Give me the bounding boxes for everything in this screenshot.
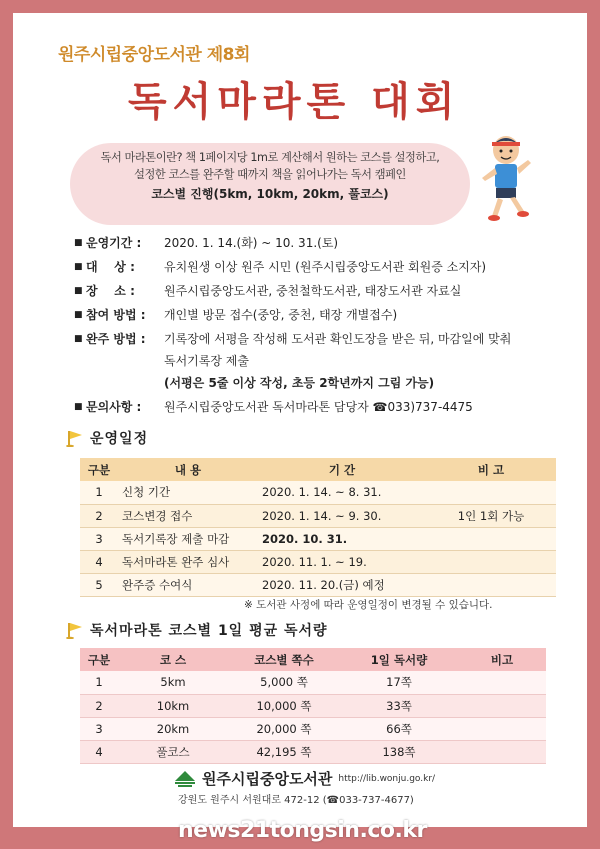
cell: 신청 기간: [118, 481, 258, 504]
table-header-row: [80, 648, 546, 671]
intro-line-3: 코스별 진행(5km, 10km, 20km, 풀코스): [151, 187, 389, 201]
info-label: 장 소 :: [86, 284, 135, 298]
cell: [458, 671, 546, 694]
info-value: 기록장에 서평을 작성해 도서관 확인도장을 받은 뒤, 마감일에 맞춰: [164, 332, 512, 346]
runner-illustration: [470, 130, 540, 222]
cell: 풀코스: [118, 740, 228, 763]
table-row: [80, 573, 556, 596]
table-row: [80, 717, 546, 740]
intro-line-1: 독서 마라톤이란? 책 1페이지당 1m로 계산해서 원하는 코스를 설정하고,: [100, 151, 440, 164]
cell: 1: [80, 481, 118, 504]
cell: 3: [80, 717, 118, 740]
watermark: news21tongsin.co.kr: [178, 818, 427, 843]
cell: 독서마라톤 완주 심사: [118, 550, 258, 573]
cell: [458, 694, 546, 717]
cell: 2020. 11. 1. ~ 19.: [258, 550, 426, 573]
info-contact: [74, 398, 574, 416]
cell: 3: [80, 527, 118, 550]
column-header: 코 스: [118, 648, 228, 671]
flag-icon: [66, 429, 84, 447]
info-complete: [74, 330, 574, 348]
info-value: 원주시립중앙도서관, 중천철학도서관, 태장도서관 자료실: [164, 284, 462, 298]
poster-title: 독서마라톤 대회: [128, 79, 461, 125]
column-header: 구분: [80, 648, 118, 671]
intro-banner: [70, 143, 470, 225]
cell: 138쪽: [340, 740, 458, 763]
cell: 1인 1회 가능: [426, 504, 556, 527]
cell: 2020. 1. 14. ~ 9. 30.: [258, 504, 426, 527]
info-period: [74, 234, 574, 252]
schedule-heading-text: 운영일정: [90, 431, 149, 447]
info-value: 원주시립중앙도서관 독서마라톤 담당자 ☎033)737-4475: [164, 400, 473, 414]
info-value: 개인별 방문 접수(중앙, 중천, 태장 개별접수): [164, 308, 398, 322]
cell: 2: [80, 504, 118, 527]
cell: [426, 481, 556, 504]
library-address: 강원도 원주시 서원대로 472-12 (☎033-737-4677): [178, 795, 414, 806]
info-value: 2020. 1. 14.(화) ~ 10. 31.(토): [164, 236, 339, 250]
cell: 42,195 쪽: [228, 740, 340, 763]
column-header: 비 고: [426, 458, 556, 481]
column-header: 비고: [458, 648, 546, 671]
flag-icon: [66, 621, 84, 639]
schedule-heading: [66, 428, 148, 448]
cell: 17쪽: [340, 671, 458, 694]
column-header: 기 간: [258, 458, 426, 481]
cell: [458, 717, 546, 740]
cell: 5: [80, 573, 118, 596]
cell: 66쪽: [340, 717, 458, 740]
table-row: [80, 527, 556, 550]
cell: 2020. 10. 31.: [258, 527, 426, 550]
cell: 20km: [118, 717, 228, 740]
bullet-icon: ■: [74, 286, 83, 296]
schedule-table: [80, 458, 556, 597]
cell: 2020. 1. 14. ~ 8. 31.: [258, 481, 426, 504]
info-label: 운영기간 :: [86, 236, 142, 250]
cell: 4: [80, 740, 118, 763]
bullet-icon: ■: [74, 334, 83, 344]
table-row: [80, 694, 546, 717]
info-complete-cont: 독서기록장 제출: [164, 354, 249, 368]
cell: [426, 550, 556, 573]
info-label: 참여 방법 :: [86, 308, 146, 322]
cell: 독서기록장 제출 마감: [118, 527, 258, 550]
course-heading: [66, 620, 328, 640]
info-join: [74, 306, 574, 324]
cell: 5km: [118, 671, 228, 694]
schedule-note: ※ 도서관 사정에 따라 운영일정이 변경될 수 있습니다.: [244, 599, 493, 611]
column-header: 구분: [80, 458, 118, 481]
bullet-icon: ■: [74, 310, 83, 320]
column-header: 1일 독서량: [340, 648, 458, 671]
cell: 완주증 수여식: [118, 573, 258, 596]
cell: 33쪽: [340, 694, 458, 717]
bullet-icon: ■: [74, 262, 83, 272]
cell: 2020. 11. 20.(금) 예정: [258, 573, 426, 596]
info-label: 완주 방법 :: [86, 332, 146, 346]
library-logo: [174, 768, 435, 789]
cell: 5,000 쪽: [228, 671, 340, 694]
table-row: [80, 504, 556, 527]
cell: 2: [80, 694, 118, 717]
info-label: 문의사항 :: [86, 400, 142, 414]
info-complete-note: (서평은 5줄 이상 작성, 초등 2학년까지 그림 가능): [164, 376, 435, 390]
cell: 1: [80, 671, 118, 694]
cell: 코스변경 접수: [118, 504, 258, 527]
library-name: 원주시립중앙도서관: [202, 770, 333, 788]
cell: 20,000 쪽: [228, 717, 340, 740]
column-header: 내 용: [118, 458, 258, 481]
table-row: [80, 550, 556, 573]
table-row: [80, 481, 556, 504]
course-heading-text: 독서마라톤 코스별 1일 평균 독서량: [90, 623, 328, 639]
table-header-row: [80, 458, 556, 481]
course-table: [80, 648, 546, 764]
event-info: [74, 234, 574, 422]
cell: 10km: [118, 694, 228, 717]
info-location: [74, 282, 574, 300]
cell: [426, 527, 556, 550]
library-url: http://lib.wonju.go.kr/: [338, 773, 436, 784]
info-target: [74, 258, 574, 276]
bullet-icon: ■: [74, 238, 83, 248]
bullet-icon: ■: [74, 402, 83, 412]
intro-line-2: 설정한 코스를 완주할 때까지 책을 읽어나가는 독서 캠페인: [134, 168, 406, 181]
column-header: 코스별 쪽수: [228, 648, 340, 671]
library-logo-icon: [174, 770, 196, 788]
info-value: 유치원생 이상 원주 시민 (원주시립중앙도서관 회원증 소지자): [164, 260, 487, 274]
poster-subtitle: 원주시립중앙도서관 제8회: [58, 45, 250, 65]
info-label: 대 상 :: [86, 260, 135, 274]
cell: 10,000 쪽: [228, 694, 340, 717]
cell: [426, 573, 556, 596]
cell: 4: [80, 550, 118, 573]
cell: [458, 740, 546, 763]
table-row: [80, 740, 546, 763]
table-row: [80, 671, 546, 694]
